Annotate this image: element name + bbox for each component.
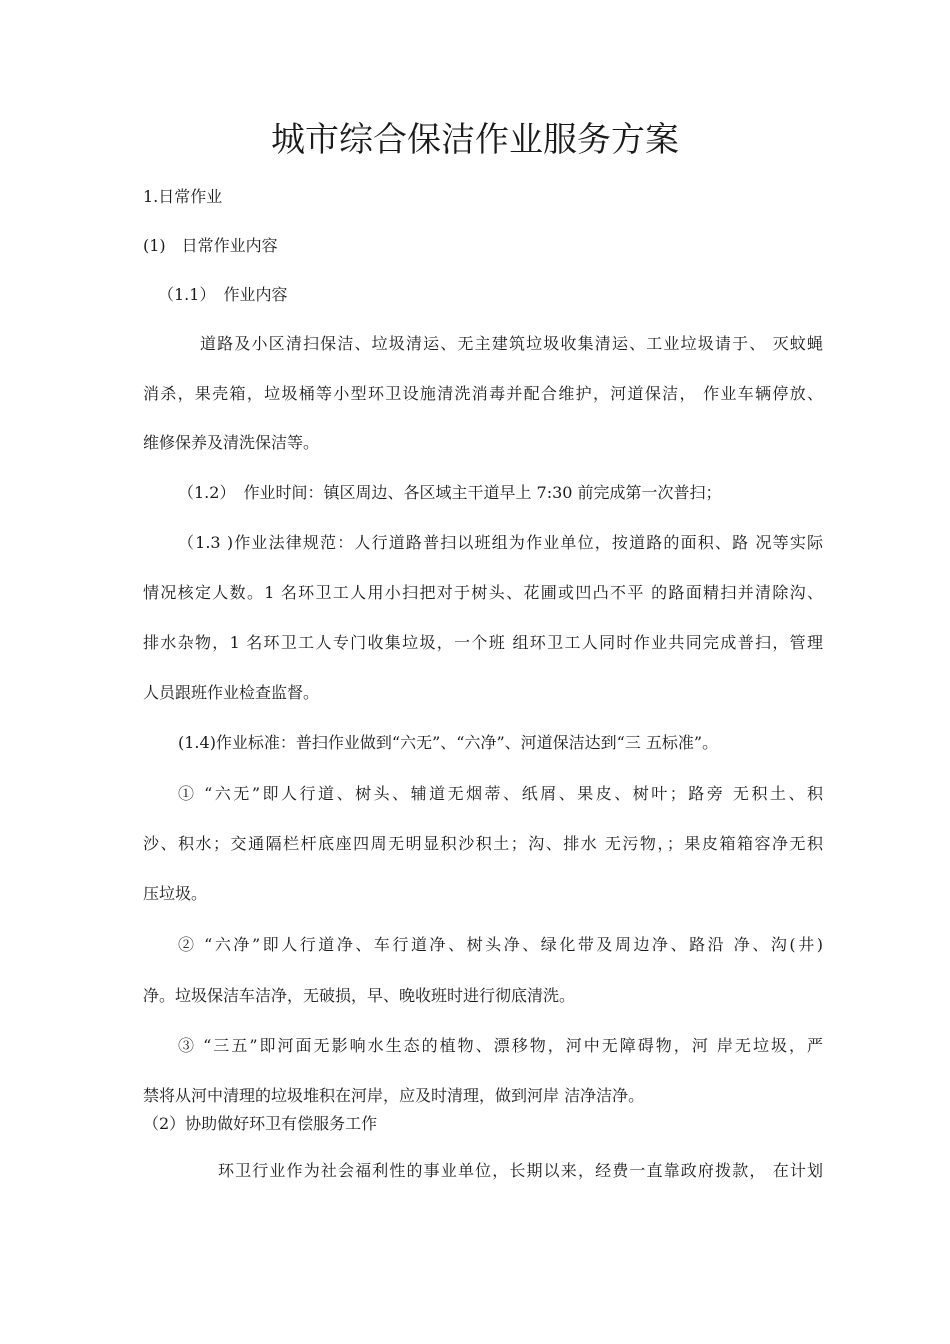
paragraph-sanwu-line-1: ③ “三五”即河面无影响水生态的植物、漂移物，河中无障碍物，河 岸无垃圾，严 [178, 1036, 823, 1055]
subsection-heading-1: (1) 日常作业内容 [143, 236, 278, 255]
paragraph-3-line-2: 情况核定人数。1 名环卫工人用小扫把对于树头、花圃或凹凸不平 的路面精扫并清除沟、 [143, 583, 823, 602]
paragraph-liuwu-line-1: ① “六无”即人行道、树头、辅道无烟蒂、纸屑、果皮、树叶；路旁 无积土、积 [178, 784, 823, 803]
paragraph-standard: (1.4)作业标准：普扫作业做到“六无”、“六净”、河道保洁达到“三 五标准”。 [178, 733, 719, 752]
paragraph-sanwu-line-2: 禁将从河中清理的垃圾堆积在河岸，应及时清理，做到河岸 洁净洁净。 [143, 1086, 645, 1105]
paragraph-1-line-3: 维修保养及清洗保洁等。 [143, 433, 320, 452]
paragraph-liuwu-line-2: 沙、积水；交通隔栏杆底座四周无明显积沙积土；沟、排水 无污物，；果皮箱箱容净无积 [143, 834, 823, 853]
paragraph-3-line-4: 人员跟班作业检查监督。 [143, 683, 320, 702]
paragraph-3-line-3: 排水杂物，1 名环卫工人专门收集垃圾，一个班 组环卫工人同时作业共同完成普扫，管理 [143, 633, 823, 652]
document-title: 城市综合保洁作业服务方案 [271, 120, 679, 160]
subsubsection-heading-1-1: （1.1） 作业内容 [158, 285, 288, 304]
subsection-heading-2: （2）协助做好环卫有偿服务工作 [143, 1114, 378, 1133]
paragraph-1-line-1: 道路及小区清扫保洁、垃圾清运、无主建筑垃圾收集清运、工业垃圾请于、 灭蚊蝇 [200, 334, 823, 353]
paragraph-1-line-2: 消杀，果壳箱，垃圾桶等小型环卫设施清洗消毒并配合维护，河道保洁， 作业车辆停放、 [143, 384, 823, 403]
paragraph-paid-service: 环卫行业作为社会福利性的事业单位，长期以来，经费一直靠政府拨款， 在计划 [218, 1161, 823, 1180]
section-heading-1: 1.日常作业 [143, 187, 223, 206]
paragraph-liujing-line-2: 净。垃圾保洁车洁净，无破损，早、晚收班时进行彻底清洗。 [143, 986, 576, 1005]
paragraph-liuwu-line-3: 压垃圾。 [143, 884, 208, 903]
paragraph-liujing-line-1: ② “六净”即人行道净、车行道净、树头净、绿化带及周边净、路沿 净、沟(井) [178, 935, 823, 954]
paragraph-work-time: （1.2） 作业时间：镇区周边、各区域主干道早上 7:30 前完成第一次普扫； [178, 483, 722, 502]
paragraph-3-line-1: （1.3 )作业法律规范：人行道路普扫以班组为作业单位，按道路的面积、路 况等实际 [178, 533, 823, 552]
